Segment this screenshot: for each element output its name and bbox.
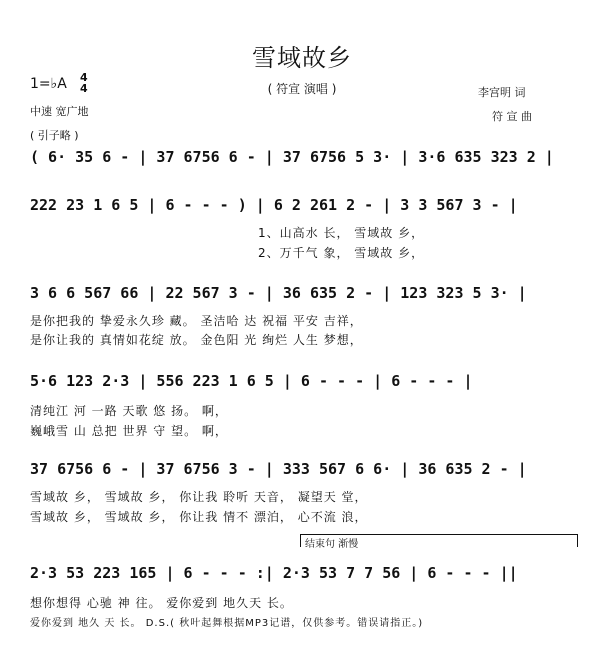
lyric-row-6-verse-1: 想你想得 心驰 神 往。 爱你爱到 地久天 长。	[30, 596, 293, 610]
notation-row-5: 37 6756 6 - | 37 6756 3 - | 333 567 6 6· | 36 635 2 - |	[30, 460, 527, 478]
time-signature	[80, 72, 88, 94]
lyric-row-5-verse-1: 雪域故 乡， 雪域故 乡， 你让我 聆听 天音， 凝望天 堂，	[30, 490, 368, 504]
notation-row-2: 222 23 1 6 5 | 6 - - - ) | 6 2 261 2 - | 3 3 567 3 - |	[30, 196, 518, 214]
key-signature: 1=♭A	[30, 76, 67, 92]
notation-row-4: 5·6 123 2·3 | 556 223 1 6 5 | 6 - - - | 6 - - - |	[30, 372, 473, 390]
notation-row-3: 3 6 6 567 66 | 22 567 3 - | 36 635 2 - | 123 323 5 3· |	[30, 284, 527, 302]
lyric-row-4-verse-2: 巍峨雪 山 总把 世界 守 望。 啊，	[30, 424, 228, 438]
ending-label: 结束句 渐慢	[300, 534, 578, 547]
tempo-marking: 中速 宽广地	[30, 105, 89, 118]
lyricist-credit: 李宫明 词	[478, 86, 526, 99]
lyric-row-5-verse-2: 雪域故 乡， 雪域故 乡， 你让我 情不 漂泊， 心不流 浪，	[30, 510, 368, 524]
composer-credit: 符 宣 曲	[492, 110, 532, 123]
song-title: 雪域故乡	[252, 44, 352, 72]
lyric-row-6-verse-2: 爱你爱到 地久 天 长。 D.S.( 秋叶起舞根据MP3记谱，仅供参考。错误请指正。)	[30, 618, 424, 629]
notation-row-6: 2·3 53 223 165 | 6 - - - :| 2·3 53 7 7 56 | 6 - - - ||	[30, 564, 518, 582]
lyric-row-2-verse-1: 1、山高水 长， 雪域故 乡，	[258, 226, 425, 240]
notation-row-1: ( 6· 35 6 - | 37 6756 6 - | 37 6756 5 3· | 3·6 635 323 2 |	[30, 148, 554, 166]
lyric-row-4-verse-1: 清纯江 河 一路 天歌 悠 扬。 啊，	[30, 404, 228, 418]
lyric-row-3-verse-2: 是你让我的 真情如花绽 放。 金色阳 光 绚烂 人生 梦想，	[30, 333, 363, 347]
singer-credit: ( 符宣 演唱 )	[267, 82, 337, 96]
time-signature-bottom: 4	[80, 82, 88, 95]
time-signature-top: 4	[80, 71, 88, 84]
lyric-row-2-verse-2: 2、万千气 象， 雪域故 乡，	[258, 246, 425, 260]
lyric-row-3-verse-1: 是你把我的 挚爱永久珍 藏。 圣洁哈 达 祝福 平安 吉祥，	[30, 314, 363, 328]
intro-note: ( 引子略 )	[30, 129, 79, 142]
